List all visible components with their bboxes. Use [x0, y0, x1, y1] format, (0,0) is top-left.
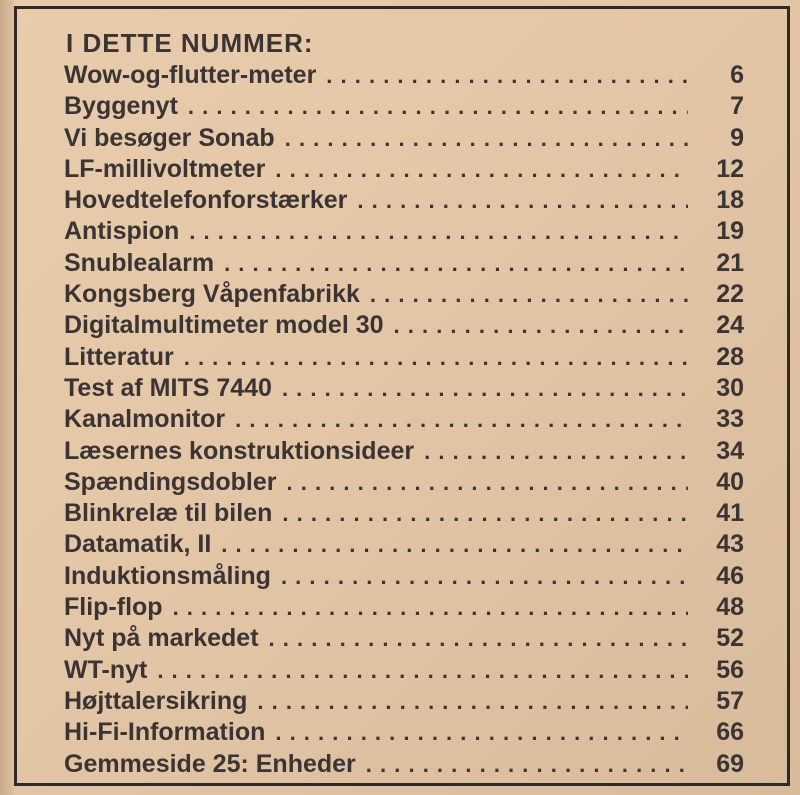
- toc-entries: [64, 60, 744, 780]
- toc-entry: [64, 60, 744, 91]
- toc-entry: [64, 623, 744, 654]
- toc-entry-title: Blinkrelæ til bilen: [64, 499, 273, 528]
- toc-dot-leader: [184, 342, 688, 373]
- toc-entry-title: Litteratur: [64, 342, 174, 371]
- toc-dot-leader: [282, 373, 688, 404]
- toc-entry-title: Læsernes konstruktionsideer: [64, 436, 415, 465]
- toc-entry-title: Antispion: [64, 217, 180, 246]
- toc-entry-title: Gemmeside 25: Enheder: [64, 749, 356, 778]
- page-edge-shadow: [0, 0, 14, 795]
- toc-entry-page-number: 19: [716, 217, 744, 246]
- toc-entry-title: Højttalersikring: [64, 686, 248, 715]
- toc-entry-title: Datamatik, II: [64, 530, 212, 559]
- toc-dot-leader: [282, 498, 688, 529]
- table-of-contents: [64, 26, 744, 780]
- toc-entry-page-number: 69: [716, 749, 744, 778]
- toc-entry-page-number: 6: [730, 61, 744, 89]
- toc-dot-leader: [275, 154, 688, 185]
- toc-dot-leader: [285, 123, 688, 154]
- toc-entry-page-number: 46: [716, 561, 744, 590]
- toc-entry-title: Nyt på markedet: [64, 624, 259, 653]
- toc-entry-title: Hovedtelefonforstærker: [64, 186, 348, 215]
- toc-entry-title: Flip-flop: [64, 593, 163, 622]
- toc-entry-page-number: 9: [730, 123, 744, 152]
- toc-entry: [64, 342, 744, 373]
- toc-entry-title: Hi-Fi-Information: [64, 718, 266, 747]
- toc-entry: [64, 310, 744, 341]
- toc-dot-leader: [281, 561, 688, 592]
- toc-entry-page-number: 34: [716, 436, 744, 465]
- toc-entry-title: Snublealarm: [64, 248, 215, 277]
- toc-entry: [64, 373, 744, 404]
- toc-entry: [64, 154, 744, 185]
- toc-dot-leader: [275, 717, 688, 748]
- toc-dot-leader: [235, 404, 688, 435]
- toc-entry: [64, 91, 744, 122]
- toc-entry-page-number: 43: [716, 530, 744, 559]
- toc-dot-leader: [370, 279, 688, 310]
- toc-entry-page-number: 48: [716, 593, 744, 622]
- toc-dot-leader: [173, 592, 688, 623]
- toc-entry: [64, 123, 744, 154]
- toc-entry-title: Vi besøger Sonab: [64, 123, 275, 152]
- toc-dot-leader: [366, 749, 688, 780]
- toc-heading: I DETTE NUMMER:: [66, 28, 314, 58]
- toc-entry-title: Wow-og-flutter-meter: [64, 61, 317, 89]
- toc-entry-page-number: 57: [716, 686, 744, 715]
- toc-dot-leader: [257, 686, 688, 717]
- toc-entry-page-number: 30: [716, 373, 744, 402]
- toc-dot-leader: [188, 91, 688, 122]
- toc-entry: [64, 498, 744, 529]
- toc-dot-leader: [287, 467, 689, 498]
- toc-entry: [64, 436, 744, 467]
- toc-entry: [64, 279, 744, 310]
- toc-entry: [64, 529, 744, 560]
- toc-entry: [64, 216, 744, 247]
- toc-entry-title: Digitalmultimeter model 30: [64, 311, 384, 340]
- toc-entry-page-number: 28: [716, 342, 744, 371]
- toc-entry: [64, 467, 744, 498]
- toc-dot-leader: [394, 310, 688, 341]
- toc-entry-title: Kongsberg Våpenfabrikk: [64, 280, 360, 309]
- toc-entry-page-number: 12: [716, 154, 744, 183]
- toc-entry: [64, 717, 744, 748]
- toc-dot-leader: [326, 60, 688, 91]
- toc-entry-page-number: 56: [716, 655, 744, 684]
- toc-entry-title: Spændingsdobler: [64, 467, 277, 496]
- toc-entry-page-number: 22: [716, 280, 744, 309]
- toc-entry-page-number: 66: [716, 718, 744, 747]
- toc-entry: [64, 655, 744, 686]
- toc-entry: [64, 749, 744, 780]
- toc-dot-leader: [189, 216, 688, 247]
- toc-entry-page-number: 33: [716, 405, 744, 434]
- toc-entry: [64, 248, 744, 279]
- toc-entry-title: WT-nyt: [64, 655, 148, 684]
- toc-entry-page-number: 7: [730, 92, 744, 121]
- toc-entry: [64, 592, 744, 623]
- toc-dot-leader: [221, 529, 688, 560]
- toc-entry-page-number: 41: [716, 499, 744, 528]
- toc-entry-page-number: 18: [716, 186, 744, 215]
- toc-entry: [64, 686, 744, 717]
- toc-dot-leader: [224, 248, 688, 279]
- toc-entry-title: Kanalmonitor: [64, 405, 226, 434]
- toc-entry-page-number: 40: [716, 467, 744, 496]
- toc-entry-page-number: 52: [716, 624, 744, 653]
- toc-entry-title: Induktionsmåling: [64, 561, 271, 590]
- toc-entry: [64, 185, 744, 216]
- toc-dot-leader: [269, 623, 688, 654]
- toc-entry-title: Byggenyt: [64, 92, 178, 121]
- toc-entry-page-number: 21: [716, 248, 744, 277]
- toc-entry-title: Test af MITS 7440: [64, 373, 272, 402]
- toc-dot-leader: [424, 436, 688, 467]
- toc-entry-page-number: 24: [716, 311, 744, 340]
- toc-entry-title: LF-millivoltmeter: [64, 154, 266, 183]
- toc-entry: [64, 561, 744, 592]
- toc-dot-leader: [357, 185, 688, 216]
- toc-dot-leader: [157, 655, 688, 686]
- toc-entry: [64, 404, 744, 435]
